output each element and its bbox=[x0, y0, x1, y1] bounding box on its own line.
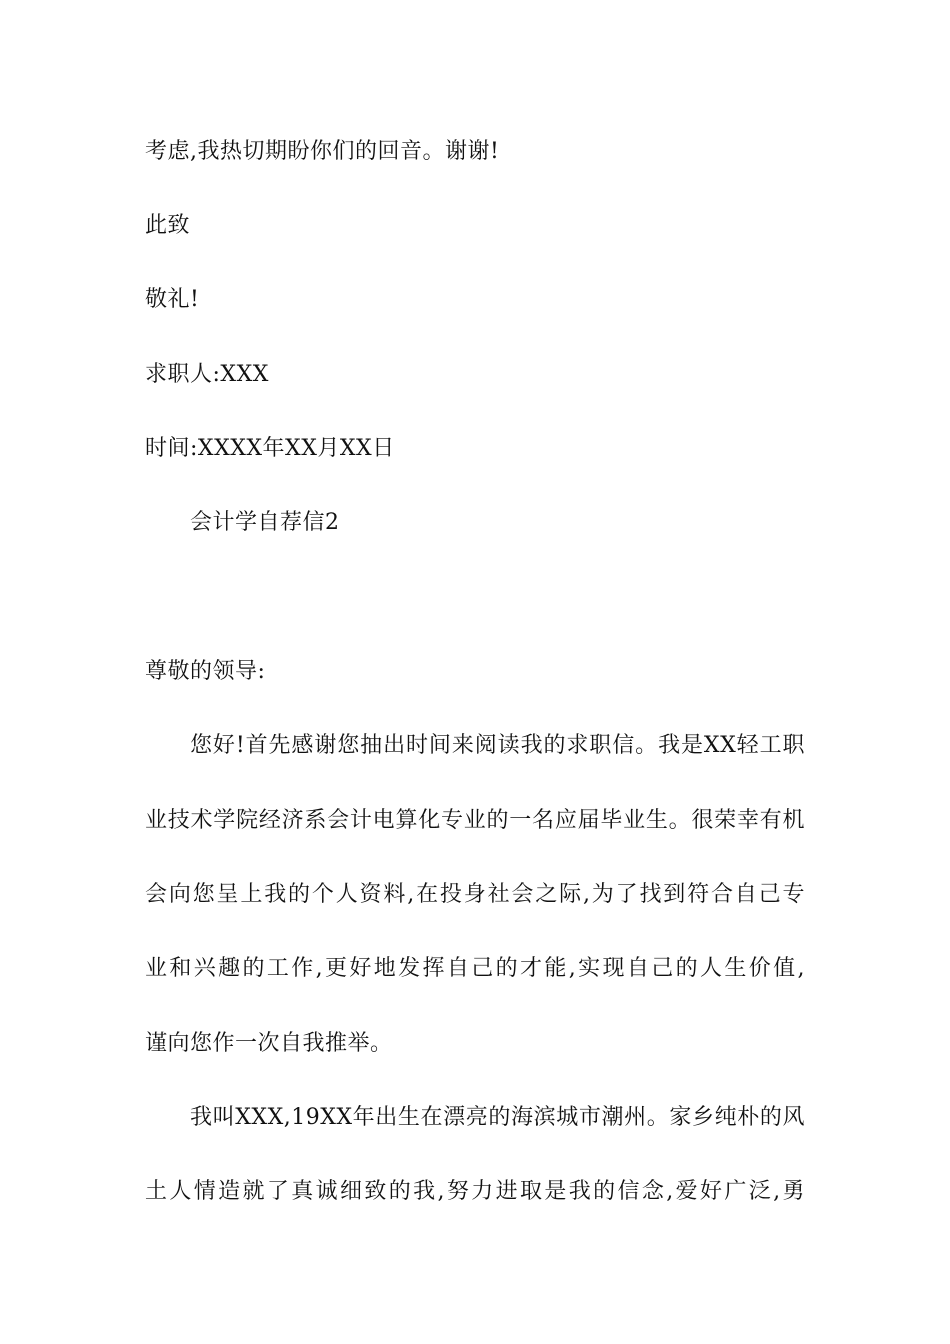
paragraph-line: 您好!首先感谢您抽出时间来阅读我的求职信。我是XX轻工职 bbox=[190, 733, 805, 758]
letter-greeting: 尊敬的领导: bbox=[145, 659, 266, 684]
letter-title: 会计学自荐信2 bbox=[190, 510, 340, 535]
salutation-line-1: 此致 bbox=[145, 213, 191, 238]
paragraph-line: 业和兴趣的工作,更好地发挥自己的才能,实现自己的人生价值, bbox=[145, 956, 805, 981]
salutation-line-2: 敬礼! bbox=[145, 287, 200, 312]
letter-date: 时间:XXXX年XX月XX日 bbox=[145, 436, 395, 461]
paragraph-line: 业技术学院经济系会计电算化专业的一名应届毕业生。很荣幸有机 bbox=[145, 808, 805, 833]
applicant-signature: 求职人:XXX bbox=[145, 362, 269, 387]
paragraph-line: 谨向您作一次自我推举。 bbox=[145, 1031, 393, 1056]
paragraph-line: 我叫XXX,19XX年出生在漂亮的海滨城市潮州。家乡纯朴的风 bbox=[190, 1105, 805, 1130]
paragraph-line: 会向您呈上我的个人资料,在投身社会之际,为了找到符合自己专 bbox=[145, 882, 805, 907]
paragraph-line: 土人情造就了真诚细致的我,努力进取是我的信念,爱好广泛,勇 bbox=[145, 1179, 805, 1204]
closing-line: 考虑,我热切期盼你们的回音。谢谢! bbox=[145, 139, 500, 164]
